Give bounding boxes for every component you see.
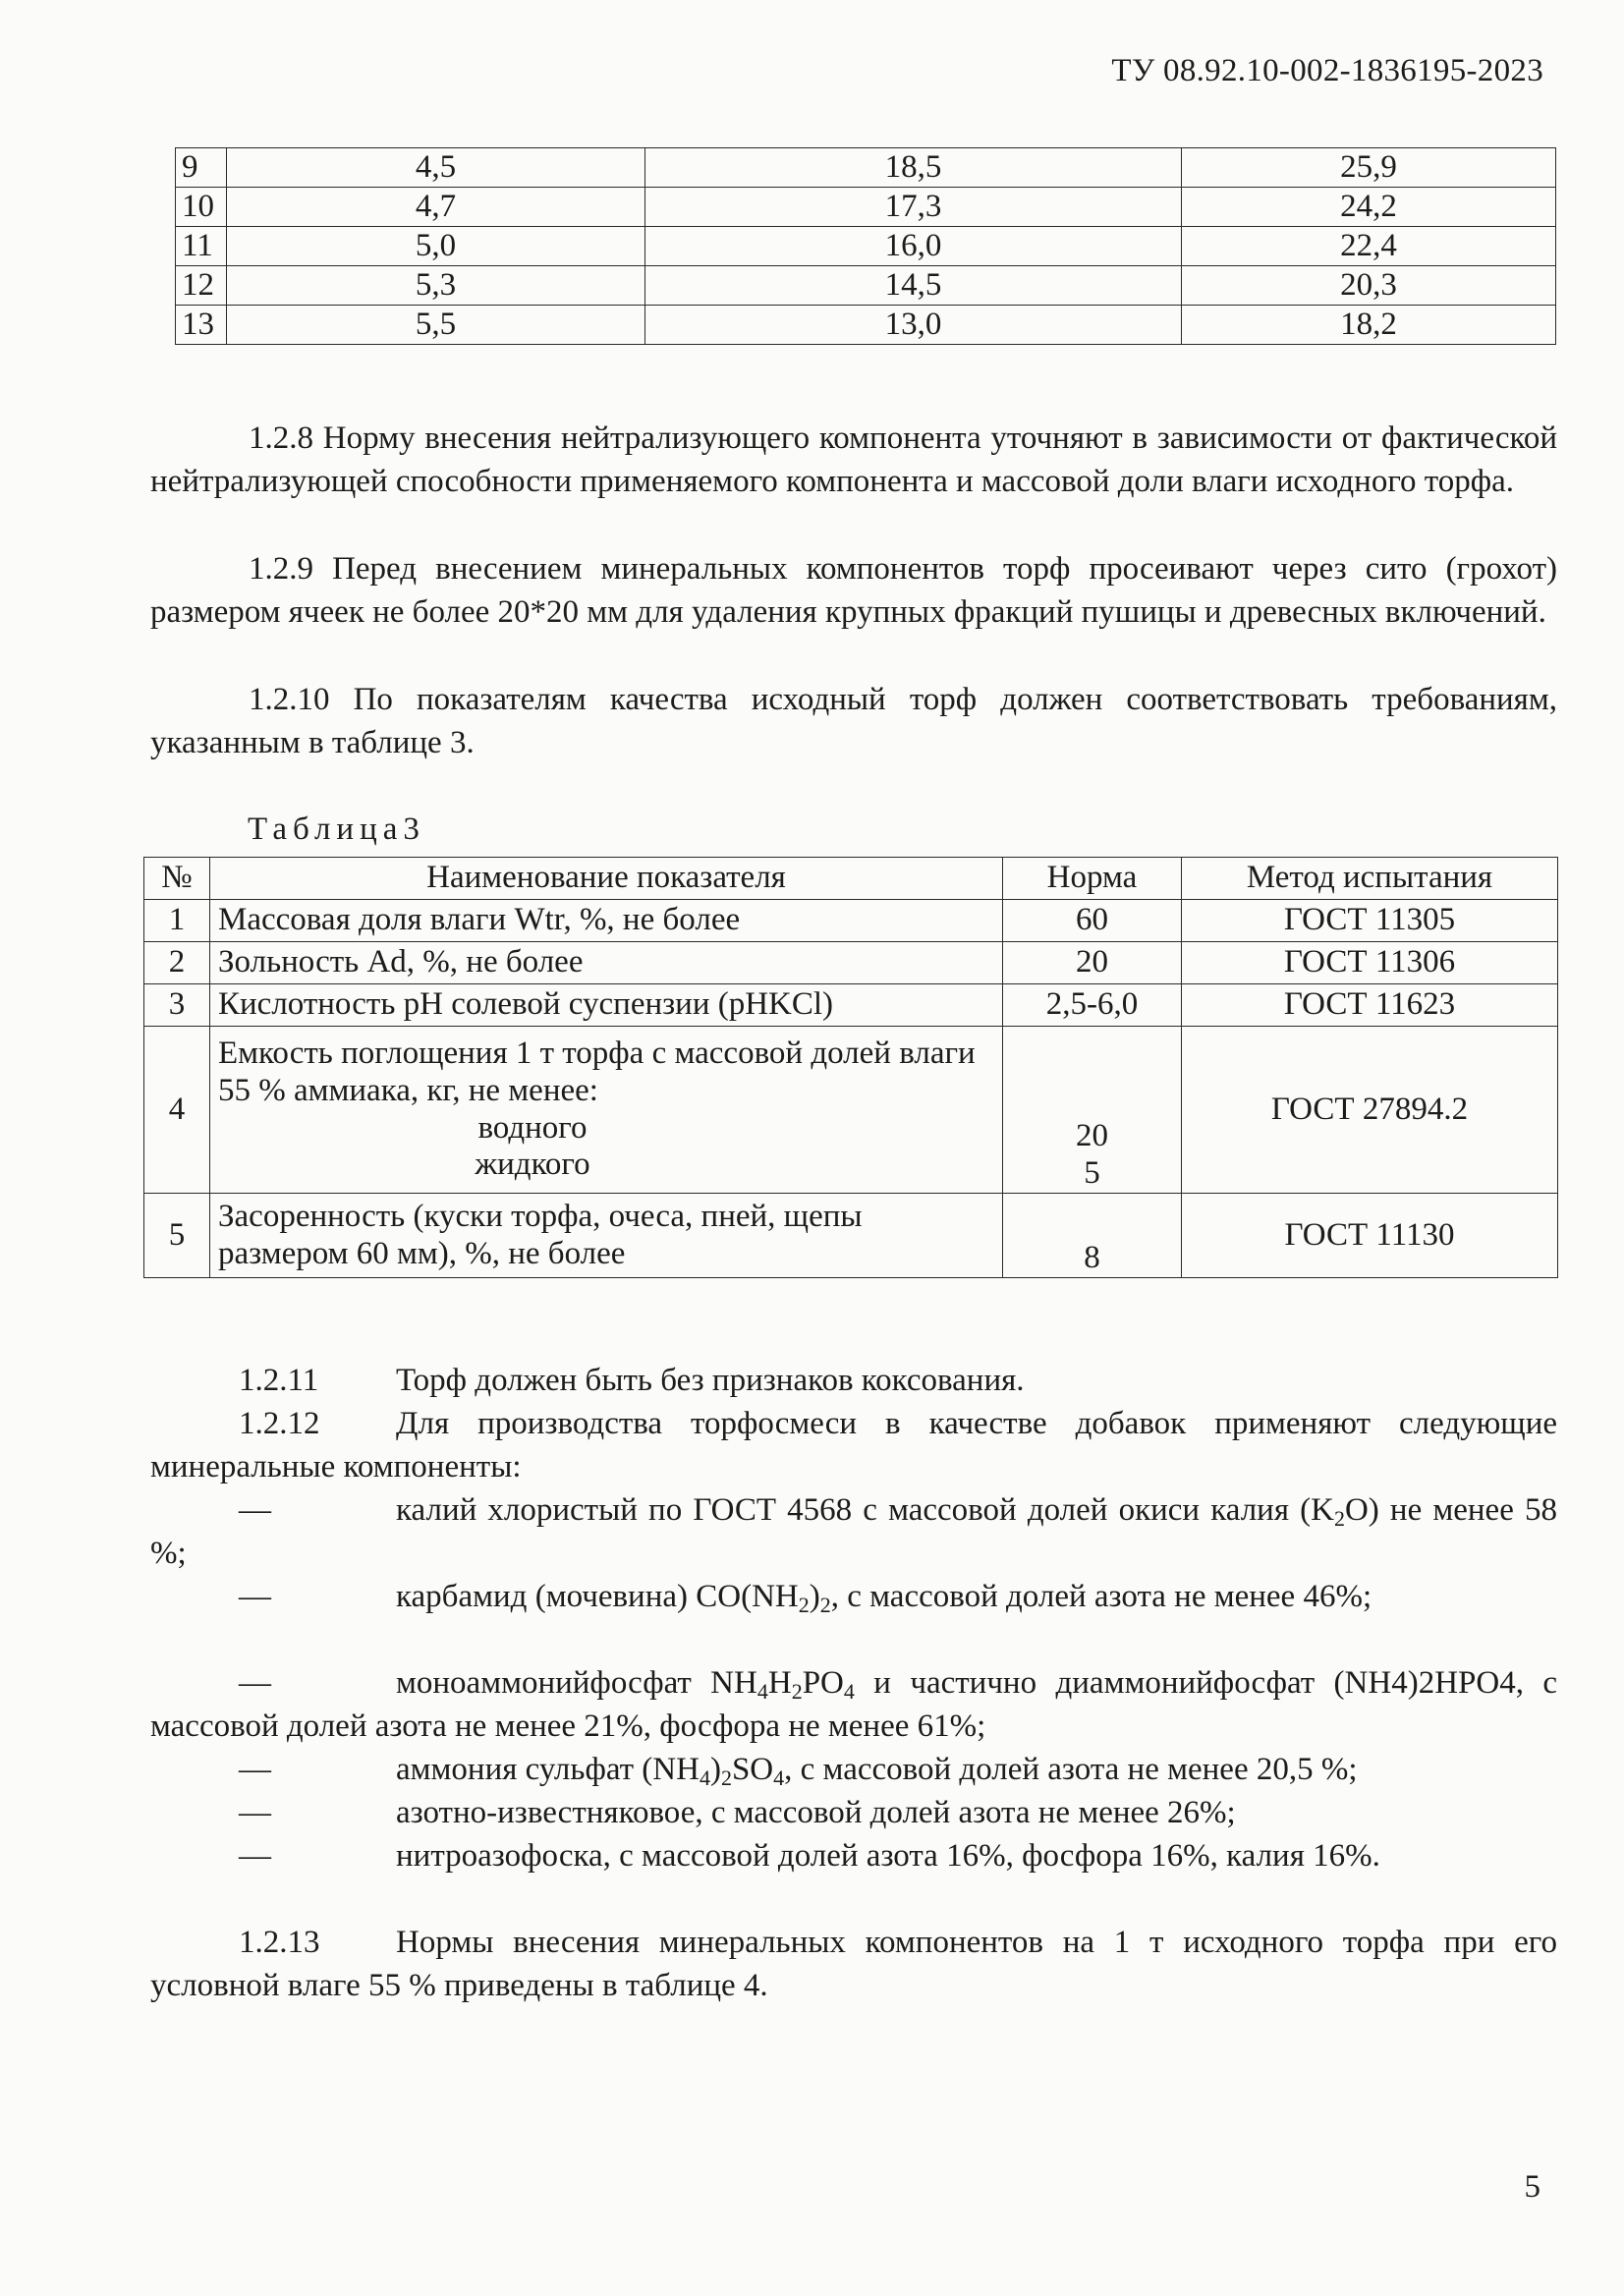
- row-name-main: Емкость поглощения 1 т торфа с массовой долей влаги 55 % аммиака, кг, не менее:: [218, 1035, 976, 1108]
- subscript: 4: [773, 1765, 785, 1790]
- dash-marker: —: [239, 1492, 271, 1528]
- row-number: 1: [144, 900, 210, 942]
- item-text: PO: [802, 1665, 844, 1701]
- subscript: 2: [720, 1765, 732, 1790]
- row-norm: 60: [1003, 900, 1182, 942]
- table-cell: 12: [176, 266, 227, 306]
- item-text: O) не менее 58 %;: [150, 1492, 1557, 1571]
- norm-water: 20: [1076, 1118, 1108, 1154]
- dash-marker: —: [239, 1579, 271, 1614]
- subscript: 2: [798, 1593, 810, 1617]
- row-norm: [1003, 1027, 1182, 1194]
- item-text: , с массовой долей азота не менее 46%;: [830, 1579, 1372, 1614]
- continued-table: [175, 147, 1556, 345]
- table-cell: 5,5: [227, 306, 645, 345]
- table-row: [176, 306, 1556, 345]
- dash-marker: —: [239, 1752, 271, 1787]
- table-cell: 16,0: [645, 227, 1182, 266]
- header-name: Наименование показателя: [210, 858, 1003, 900]
- row-method: ГОСТ 11306: [1182, 942, 1558, 984]
- table-3-header-row: [144, 858, 1558, 900]
- paragraph-1-2-11: [150, 1359, 1557, 1402]
- row-name: Зольность Ad, %, не более: [210, 942, 1003, 984]
- item-text: калий хлористый по ГОСТ 4568 с массовой долей окиси калия (K: [396, 1492, 1334, 1528]
- list-item: [150, 1661, 1557, 1748]
- table-cell: 18,5: [645, 148, 1182, 188]
- row-method: ГОСТ 11305: [1182, 900, 1558, 942]
- item-text: нитроазофоска, с массовой долей азота 16%, фосфора 16%, калия 16%.: [396, 1838, 1380, 1874]
- paragraph-1-2-12: [150, 1402, 1557, 1488]
- dash-marker: —: [239, 1665, 271, 1701]
- subscript: 4: [756, 1679, 768, 1704]
- section-number: 1.2.11: [239, 1363, 319, 1398]
- table-cell: 10: [176, 188, 227, 227]
- row-name: Кислотность pH солевой суспензии (pHKCl): [210, 984, 1003, 1027]
- table-row: [176, 266, 1556, 306]
- item-text: H: [767, 1665, 792, 1701]
- subscript: 4: [843, 1679, 855, 1704]
- table-row: [144, 1027, 1558, 1194]
- table-cell: 20,3: [1182, 266, 1556, 306]
- subscript: 2: [819, 1593, 831, 1617]
- section-number: 1.2.12: [239, 1406, 320, 1441]
- table-cell: 9: [176, 148, 227, 188]
- header-norm: Норма: [1003, 858, 1182, 900]
- row-number: 3: [144, 984, 210, 1027]
- row-method: ГОСТ 11130: [1182, 1194, 1558, 1278]
- paragraph-1-2-8: 1.2.8 Норму внесения нейтрализующего компонента уточняют в зависимости от фактической нейтрализующей способности применяемого компонента и массовой доли влаги исходного торфа.: [150, 420, 1557, 499]
- page-number: 5: [1524, 2169, 1540, 2205]
- table-cell: 18,2: [1182, 306, 1556, 345]
- paragraph-1-2-9: 1.2.9 Перед внесением минеральных компонентов торф просеивают через сито (грохот) размером ячеек не более 20*20 мм для удаления крупных фракций пушицы и древесных включений.: [150, 551, 1557, 630]
- item-text: и частично диаммонийфосфат (NH4)2HPO4, с массовой долей азота не менее 21%, фосфора не менее 61%;: [150, 1665, 1558, 1744]
- list-item: [150, 1488, 1557, 1575]
- table-cell: 24,2: [1182, 188, 1556, 227]
- table-row: [144, 1194, 1558, 1278]
- table-cell: 11: [176, 227, 227, 266]
- row-subitem-water: водного: [477, 1109, 588, 1146]
- row-name: [210, 1027, 1003, 1194]
- table-cell: 4,5: [227, 148, 645, 188]
- table-cell: 13,0: [645, 306, 1182, 345]
- table-3: [143, 857, 1558, 1278]
- subscript: 2: [1333, 1506, 1345, 1531]
- table-row: [176, 227, 1556, 266]
- table-cell: 17,3: [645, 188, 1182, 227]
- item-text: азотно-известняковое, с массовой долей азота не менее 26%;: [396, 1795, 1236, 1830]
- item-text: ): [709, 1752, 721, 1787]
- row-norm: 20: [1003, 942, 1182, 984]
- row-subitem-liquid: жидкого: [475, 1147, 590, 1183]
- item-text: моноаммонийфосфат NH: [396, 1665, 757, 1701]
- row-method: ГОСТ 27894.2: [1182, 1027, 1558, 1194]
- table-cell: 25,9: [1182, 148, 1556, 188]
- item-text: , с массовой долей азота не менее 20,5 %;: [784, 1752, 1358, 1787]
- section-text: Торф должен быть без признаков коксования.: [396, 1363, 1025, 1398]
- row-name: Массовая доля влаги Wtr, %, не более: [210, 900, 1003, 942]
- section-text: Для производства торфосмеси в качестве добавок применяют следующие минеральные компоненты:: [150, 1406, 1557, 1484]
- item-text: аммония сульфат (NH: [396, 1752, 700, 1787]
- paragraph-1-2-10: 1.2.10 По показателям качества исходный торф должен соответствовать требованиям, указанным в таблице 3.: [150, 682, 1557, 760]
- table-row: [144, 984, 1558, 1027]
- row-norm: 2,5-6,0: [1003, 984, 1182, 1027]
- item-text: SO: [731, 1752, 774, 1787]
- row-method: ГОСТ 11623: [1182, 984, 1558, 1027]
- table-row: [144, 942, 1558, 984]
- section-text: Нормы внесения минеральных компонентов на 1 т исходного торфа при его условной влаге 55 % приведены в таблице 4.: [150, 1925, 1557, 2003]
- subscript: 2: [791, 1679, 803, 1704]
- table-row: [176, 148, 1556, 188]
- document-code: ТУ 08.92.10-002-1836195-2023: [1111, 53, 1543, 88]
- header-number: №: [144, 858, 210, 900]
- table-cell: 4,7: [227, 188, 645, 227]
- table-cell: 5,3: [227, 266, 645, 306]
- row-norm: 8: [1003, 1194, 1182, 1278]
- paragraph-1-2-13: [150, 1921, 1557, 2007]
- list-item: [150, 1834, 1557, 1877]
- dash-marker: —: [239, 1795, 271, 1830]
- subscript: 4: [699, 1765, 710, 1790]
- list-item: [150, 1748, 1557, 1791]
- dash-marker: —: [239, 1838, 271, 1874]
- table-cell: 22,4: [1182, 227, 1556, 266]
- item-text: карбамид (мочевина) CO(NH: [396, 1579, 799, 1614]
- row-number: 5: [144, 1194, 210, 1278]
- norm-liquid: 5: [1084, 1155, 1100, 1192]
- table-row: [176, 188, 1556, 227]
- table-row: [144, 900, 1558, 942]
- header-method: Метод испытания: [1182, 858, 1558, 900]
- list-item: [150, 1791, 1557, 1834]
- table-cell: 14,5: [645, 266, 1182, 306]
- table-cell: 13: [176, 306, 227, 345]
- table-3-caption: Таблица3: [248, 812, 425, 847]
- section-number: 1.2.13: [239, 1925, 320, 1960]
- row-name: Засоренность (куски торфа, очеса, пней, щепы размером 60 мм), %, не более: [210, 1194, 1003, 1278]
- row-number: 2: [144, 942, 210, 984]
- list-item: [150, 1575, 1557, 1618]
- item-text: ): [809, 1579, 820, 1614]
- table-cell: 5,0: [227, 227, 645, 266]
- row-number: 4: [144, 1027, 210, 1194]
